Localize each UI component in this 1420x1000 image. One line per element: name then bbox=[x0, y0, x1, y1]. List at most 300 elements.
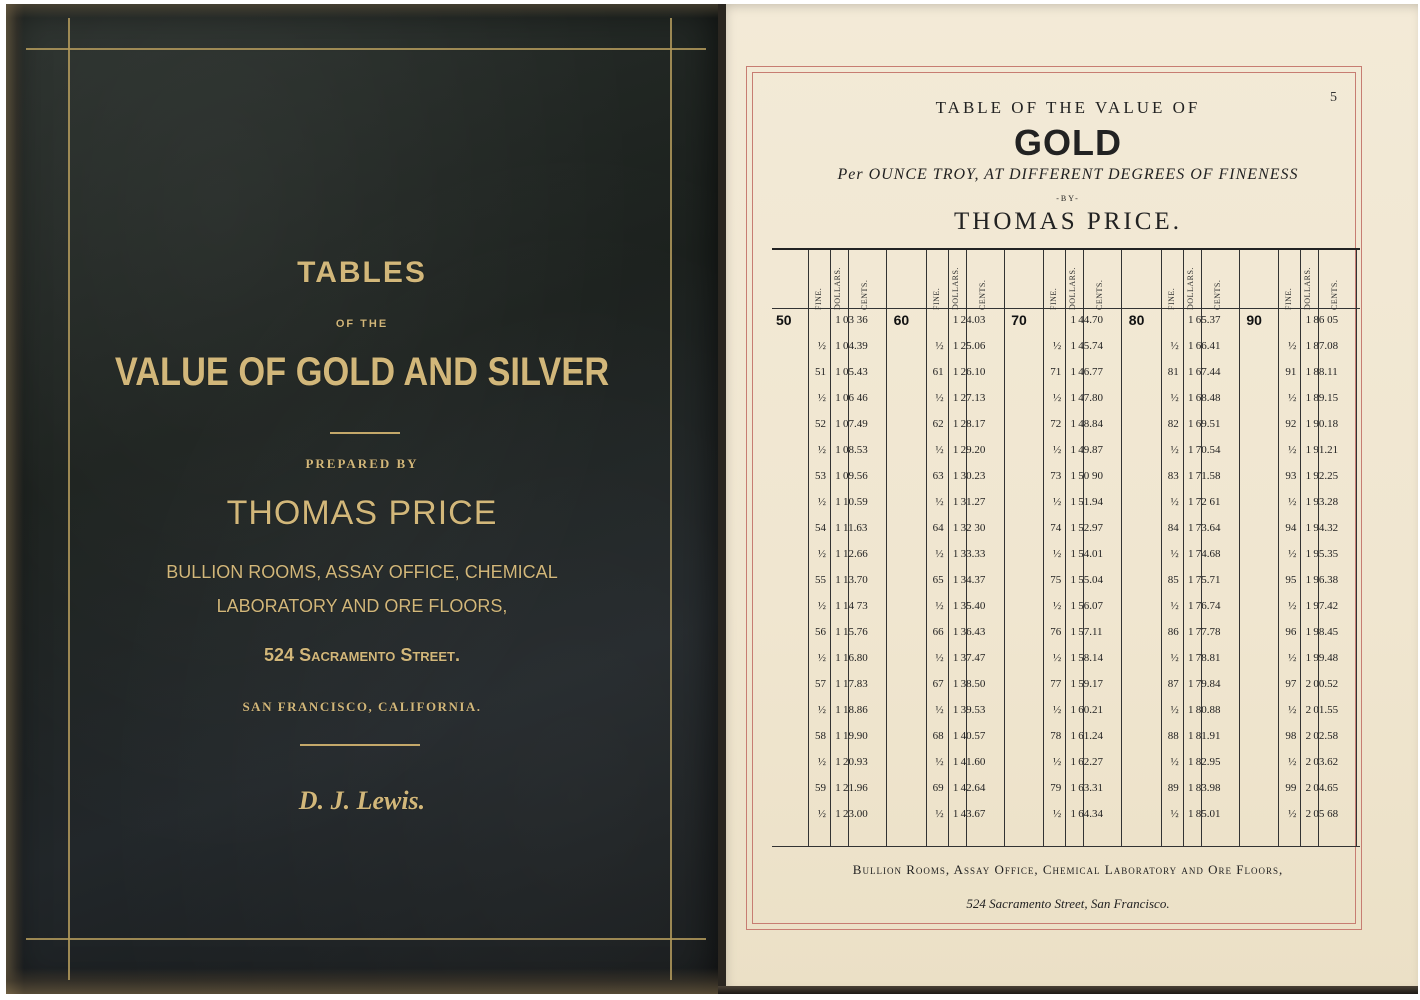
cents-cell: 07.49 bbox=[843, 418, 868, 430]
cents-cell: 74.68 bbox=[1195, 548, 1221, 560]
cents-cell: 68.48 bbox=[1195, 392, 1221, 404]
cents-cell: 45.74 bbox=[1078, 340, 1103, 352]
cents-cell: 80.88 bbox=[1195, 704, 1221, 716]
fineness-cell: ½ bbox=[1052, 652, 1062, 664]
cents-cell: 87.08 bbox=[1313, 340, 1339, 352]
cents-cell: 97.42 bbox=[1313, 600, 1339, 612]
fineness-cell: ½ bbox=[935, 808, 944, 820]
column-header-fine: FINE. bbox=[1049, 287, 1059, 310]
cents-cell: 55.04 bbox=[1078, 574, 1103, 586]
fineness-cell: 71 bbox=[1050, 366, 1062, 378]
cents-cell: 73.64 bbox=[1195, 522, 1221, 534]
tenth-label: 70 bbox=[1011, 312, 1027, 328]
dollars-cell: 1 bbox=[1188, 444, 1194, 456]
fineness-cell: ½ bbox=[935, 340, 944, 352]
fineness-cell: ½ bbox=[935, 652, 944, 664]
cents-cell: 82.95 bbox=[1195, 756, 1221, 768]
dollars-cell: 1 bbox=[1188, 574, 1194, 586]
cents-cell: 36.43 bbox=[960, 626, 986, 638]
cents-cell: 47.80 bbox=[1078, 392, 1103, 404]
fineness-cell: 74 bbox=[1050, 522, 1062, 534]
cents-cell: 75.71 bbox=[1195, 574, 1221, 586]
cents-cell: 67.44 bbox=[1195, 366, 1221, 378]
cents-cell: 91.21 bbox=[1313, 444, 1339, 456]
dollars-cell: 1 bbox=[835, 366, 841, 378]
dollars-cell: 1 bbox=[1070, 314, 1076, 326]
dollars-cell: 2 bbox=[1305, 678, 1312, 690]
dollars-cell: 1 bbox=[1188, 600, 1194, 612]
column-header-dollars: DOLLARS. bbox=[833, 267, 842, 310]
cents-cell: 33.33 bbox=[960, 548, 986, 560]
cents-cell: 05 68 bbox=[1313, 808, 1339, 820]
fineness-cell: 77 bbox=[1050, 678, 1062, 690]
tenth-label: 80 bbox=[1128, 312, 1145, 328]
column-header-dollars: DOLLARS. bbox=[1303, 267, 1313, 310]
cents-cell: 30.23 bbox=[960, 470, 986, 482]
cents-cell: 99.48 bbox=[1313, 652, 1339, 664]
dollars-cell: 1 bbox=[835, 496, 841, 508]
dollars-cell: 1 bbox=[1070, 652, 1076, 664]
dollars-cell: 1 bbox=[1070, 548, 1076, 560]
cents-cell: 29.20 bbox=[960, 444, 986, 456]
column-header-cents: CENTS. bbox=[860, 279, 869, 310]
dollars-cell: 1 bbox=[952, 574, 959, 586]
column-header-cents: CENTS. bbox=[1095, 279, 1105, 310]
fineness-cell: ½ bbox=[935, 548, 944, 560]
dollars-cell: 1 bbox=[952, 756, 959, 768]
dollars-cell: 1 bbox=[835, 548, 841, 560]
fineness-cell: 83 bbox=[1167, 470, 1179, 482]
cents-cell: 46.77 bbox=[1078, 366, 1103, 378]
cents-cell: 57.11 bbox=[1078, 626, 1103, 638]
fineness-cell: ½ bbox=[1052, 392, 1062, 404]
table-bottom-rule bbox=[772, 846, 1360, 847]
cover-owner-name: D. J. Lewis. bbox=[298, 786, 426, 815]
tenth-label: 60 bbox=[893, 312, 910, 328]
cents-cell: 35.40 bbox=[960, 600, 986, 612]
cents-cell: 04.65 bbox=[1313, 782, 1339, 794]
cents-cell: 63.31 bbox=[1078, 782, 1103, 794]
fineness-cell: 66 bbox=[932, 626, 944, 638]
cents-cell: 79.84 bbox=[1195, 678, 1221, 690]
dollars-cell: 1 bbox=[1305, 366, 1312, 378]
dollars-cell: 1 bbox=[1188, 626, 1194, 638]
cents-cell: 92.25 bbox=[1313, 470, 1339, 482]
cents-cell: 06 46 bbox=[843, 392, 868, 404]
book-page bbox=[718, 4, 1418, 994]
dollars-cell: 1 bbox=[1188, 756, 1194, 768]
dollars-cell: 1 bbox=[952, 522, 959, 534]
cents-cell: 14 73 bbox=[843, 600, 868, 612]
fineness-cell: 56 bbox=[815, 626, 826, 638]
dollars-cell: 1 bbox=[952, 366, 959, 378]
fineness-cell: ½ bbox=[1288, 392, 1297, 404]
page-bottom-edge bbox=[718, 986, 1418, 994]
fineness-cell: ½ bbox=[1288, 652, 1297, 664]
cents-cell: 44.70 bbox=[1078, 314, 1103, 326]
dollars-cell: 1 bbox=[952, 444, 959, 456]
dollars-cell: 1 bbox=[1188, 548, 1194, 560]
dollars-cell: 1 bbox=[1305, 652, 1312, 664]
dollars-cell: 2 bbox=[1305, 782, 1312, 794]
dollars-cell: 1 bbox=[835, 652, 841, 664]
tenth-label: 90 bbox=[1246, 312, 1262, 328]
dollars-cell: 1 bbox=[1070, 444, 1076, 456]
fineness-cell: 99 bbox=[1285, 782, 1297, 794]
dollars-cell: 1 bbox=[835, 808, 841, 820]
dollars-cell: 1 bbox=[835, 730, 841, 742]
table-column-rule bbox=[886, 250, 887, 846]
table-column-rule bbox=[1300, 250, 1301, 846]
fineness-cell: 69 bbox=[932, 782, 944, 794]
cents-cell: 81.91 bbox=[1195, 730, 1221, 742]
cents-cell: 69.51 bbox=[1195, 418, 1221, 430]
cents-cell: 01.55 bbox=[1313, 704, 1339, 716]
fineness-cell: 93 bbox=[1285, 470, 1297, 482]
fineness-cell: ½ bbox=[1052, 548, 1062, 560]
dollars-cell: 1 bbox=[1188, 340, 1194, 352]
cents-cell: 54.01 bbox=[1078, 548, 1103, 560]
fineness-cell: 72 bbox=[1050, 418, 1062, 430]
fineness-cell: ½ bbox=[935, 392, 944, 404]
dollars-cell: 1 bbox=[952, 782, 959, 794]
cents-cell: 02.58 bbox=[1313, 730, 1339, 742]
dollars-cell: 1 bbox=[835, 340, 841, 352]
fineness-cell: ½ bbox=[1170, 340, 1179, 352]
cents-cell: 21.96 bbox=[843, 782, 868, 794]
column-header-cents: CENTS. bbox=[977, 279, 987, 310]
dollars-cell: 1 bbox=[835, 704, 841, 716]
dollars-cell: 2 bbox=[1305, 808, 1312, 820]
dollars-cell: 1 bbox=[1305, 340, 1312, 352]
column-header-dollars: DOLLARS. bbox=[950, 267, 960, 310]
fineness-cell: 98 bbox=[1285, 730, 1297, 742]
dollars-cell: 1 bbox=[1188, 366, 1194, 378]
page-by: -BY- bbox=[1056, 194, 1080, 203]
fineness-cell: 54 bbox=[815, 522, 826, 534]
fineness-cell: ½ bbox=[935, 704, 944, 716]
dollars-cell: 2 bbox=[1305, 756, 1312, 768]
fineness-cell: ½ bbox=[1170, 600, 1179, 612]
cents-cell: 90.18 bbox=[1313, 418, 1339, 430]
cents-cell: 16.80 bbox=[843, 652, 868, 664]
fineness-cell: ½ bbox=[1288, 808, 1297, 820]
table-column-rule bbox=[1121, 250, 1122, 846]
fineness-cell: 81 bbox=[1167, 366, 1179, 378]
table-column-rule bbox=[1183, 250, 1184, 846]
page-author: THOMAS PRICE. bbox=[954, 208, 1182, 235]
fineness-cell: 96 bbox=[1285, 626, 1297, 638]
dollars-cell: 1 bbox=[1070, 782, 1076, 794]
fineness-cell: ½ bbox=[1170, 756, 1179, 768]
fineness-cell: ½ bbox=[1052, 444, 1062, 456]
fineness-cell: ½ bbox=[1170, 444, 1179, 456]
cents-cell: 28.17 bbox=[960, 418, 986, 430]
dollars-cell: 1 bbox=[835, 574, 841, 586]
dollars-cell: 1 bbox=[952, 652, 959, 664]
cents-cell: 42.64 bbox=[960, 782, 986, 794]
cover-title-of-the: OF THE bbox=[335, 318, 389, 330]
column-header-fine: FINE. bbox=[814, 287, 823, 310]
fineness-cell: ½ bbox=[1052, 340, 1062, 352]
cents-cell: 00.52 bbox=[1313, 678, 1339, 690]
fineness-cell: ½ bbox=[817, 392, 826, 404]
fineness-cell: ½ bbox=[935, 496, 944, 508]
fineness-cell: 58 bbox=[815, 730, 826, 742]
cover-worn-edge-bottom bbox=[6, 968, 718, 994]
dollars-cell: 1 bbox=[1070, 418, 1076, 430]
fineness-cell: ½ bbox=[817, 652, 826, 664]
table-column-rule bbox=[1356, 250, 1357, 846]
fineness-cell: ½ bbox=[817, 704, 826, 716]
fineness-cell: ½ bbox=[1052, 808, 1062, 820]
table-column-rule bbox=[1004, 250, 1005, 846]
fineness-cell: 86 bbox=[1167, 626, 1179, 638]
fineness-cell: 64 bbox=[932, 522, 944, 534]
cover-city: SAN FRANCISCO, CALIFORNIA. bbox=[242, 699, 482, 714]
dollars-cell: 1 bbox=[952, 340, 959, 352]
fineness-cell: ½ bbox=[1170, 496, 1179, 508]
cents-cell: 85.01 bbox=[1195, 808, 1221, 820]
cents-cell: 15.76 bbox=[843, 626, 868, 638]
dollars-cell: 1 bbox=[1188, 470, 1194, 482]
cents-cell: 86 05 bbox=[1313, 314, 1339, 326]
cover-address-line-1: BULLION ROOMS, ASSAY OFFICE, CHEMICAL bbox=[166, 562, 558, 582]
cents-cell: 03 36 bbox=[843, 314, 868, 326]
dollars-cell: 1 bbox=[1188, 730, 1194, 742]
dollars-cell: 1 bbox=[1305, 444, 1312, 456]
cents-cell: 26.10 bbox=[960, 366, 986, 378]
cents-cell: 04.39 bbox=[843, 340, 868, 352]
dollars-cell: 1 bbox=[835, 444, 841, 456]
cover-address-line-2: LABORATORY AND ORE FLOORS, bbox=[216, 596, 508, 616]
fineness-cell: ½ bbox=[1170, 704, 1179, 716]
fineness-cell: ½ bbox=[1052, 704, 1062, 716]
dollars-cell: 1 bbox=[835, 756, 841, 768]
dollars-cell: 1 bbox=[835, 392, 841, 404]
dollars-cell: 1 bbox=[835, 782, 841, 794]
dollars-cell: 1 bbox=[1305, 600, 1312, 612]
dollars-cell: 1 bbox=[1188, 496, 1194, 508]
table-column-rule bbox=[830, 250, 831, 846]
dollars-cell: 1 bbox=[952, 314, 959, 326]
cents-cell: 49.87 bbox=[1078, 444, 1103, 456]
fineness-cell: ½ bbox=[1288, 496, 1297, 508]
cents-cell: 72 61 bbox=[1195, 496, 1221, 508]
fineness-cell: 87 bbox=[1167, 678, 1179, 690]
fineness-cell: ½ bbox=[817, 756, 826, 768]
cents-cell: 19.90 bbox=[843, 730, 868, 742]
dollars-cell: 1 bbox=[1188, 392, 1194, 404]
dollars-cell: 1 bbox=[1188, 418, 1194, 430]
cents-cell: 65.37 bbox=[1195, 314, 1221, 326]
page-title-gold: GOLD bbox=[1014, 122, 1122, 163]
dollars-cell: 1 bbox=[1305, 470, 1312, 482]
column-header-dollars: DOLLARS. bbox=[1185, 267, 1195, 310]
cents-cell: 43.67 bbox=[960, 808, 986, 820]
cents-cell: 05.43 bbox=[843, 366, 868, 378]
cents-cell: 66.41 bbox=[1195, 340, 1221, 352]
dollars-cell: 1 bbox=[1188, 704, 1194, 716]
fineness-cell: ½ bbox=[935, 600, 944, 612]
cover-prepared-by: PREPARED BY bbox=[305, 456, 419, 471]
cents-cell: 56.07 bbox=[1078, 600, 1103, 612]
fineness-cell: 52 bbox=[815, 418, 826, 430]
cents-cell: 31.27 bbox=[960, 496, 986, 508]
cover-author: THOMAS PRICE bbox=[226, 494, 498, 532]
cents-cell: 20.93 bbox=[843, 756, 868, 768]
dollars-cell: 1 bbox=[1188, 652, 1194, 664]
dollars-cell: 1 bbox=[1188, 808, 1194, 820]
cover-title-main: VALUE OF GOLD AND SILVER bbox=[114, 350, 610, 394]
dollars-cell: 1 bbox=[952, 496, 959, 508]
dollars-cell: 1 bbox=[1305, 496, 1312, 508]
dollars-cell: 1 bbox=[952, 600, 959, 612]
dollars-cell: 1 bbox=[1070, 704, 1076, 716]
fineness-cell: ½ bbox=[1052, 496, 1062, 508]
table-column-rule bbox=[1065, 250, 1066, 846]
cents-cell: 58.14 bbox=[1078, 652, 1103, 664]
fineness-cell: 85 bbox=[1167, 574, 1179, 586]
fineness-cell: 91 bbox=[1285, 366, 1297, 378]
fineness-cell: ½ bbox=[817, 600, 826, 612]
dollars-cell: 1 bbox=[1305, 314, 1312, 326]
dollars-cell: 1 bbox=[1188, 522, 1194, 534]
cover-ornament-rule bbox=[330, 432, 400, 434]
fineness-cell: 95 bbox=[1285, 574, 1297, 586]
fineness-cell: ½ bbox=[817, 548, 826, 560]
cents-cell: 71.58 bbox=[1195, 470, 1221, 482]
cents-cell: 70.54 bbox=[1195, 444, 1221, 456]
cents-cell: 62.27 bbox=[1078, 756, 1103, 768]
fineness-cell: ½ bbox=[817, 444, 826, 456]
fineness-cell: ½ bbox=[1170, 652, 1179, 664]
cover-worn-edge-top bbox=[6, 4, 718, 18]
fineness-cell: 76 bbox=[1050, 626, 1062, 638]
cents-cell: 78.81 bbox=[1195, 652, 1221, 664]
cents-cell: 96.38 bbox=[1313, 574, 1339, 586]
fineness-cell: ½ bbox=[1170, 548, 1179, 560]
cents-cell: 41.60 bbox=[960, 756, 986, 768]
fineness-cell: ½ bbox=[1288, 340, 1297, 352]
fineness-cell: 94 bbox=[1285, 522, 1297, 534]
cents-cell: 24.03 bbox=[960, 314, 986, 326]
fineness-cell: 51 bbox=[815, 366, 826, 378]
dollars-cell: 2 bbox=[1305, 704, 1312, 716]
fineness-cell: ½ bbox=[935, 756, 944, 768]
column-header-fine: FINE. bbox=[1284, 287, 1294, 310]
dollars-cell: 1 bbox=[835, 600, 841, 612]
dollars-cell: 1 bbox=[1070, 678, 1076, 690]
dollars-cell: 1 bbox=[1305, 548, 1312, 560]
fineness-cell: ½ bbox=[1170, 392, 1179, 404]
cents-cell: 10.59 bbox=[843, 496, 868, 508]
column-header-cents: CENTS. bbox=[1212, 279, 1222, 310]
fineness-cell: 65 bbox=[932, 574, 944, 586]
fineness-cell: ½ bbox=[1288, 548, 1297, 560]
fineness-cell: ½ bbox=[1170, 808, 1179, 820]
fineness-cell: ½ bbox=[935, 444, 944, 456]
dollars-cell: 1 bbox=[835, 418, 841, 430]
cents-cell: 64.34 bbox=[1078, 808, 1103, 820]
fineness-cell: 63 bbox=[932, 470, 944, 482]
cover-street: 524 Sacramento Street. bbox=[264, 645, 460, 665]
table-column-rule bbox=[1239, 250, 1240, 846]
cents-cell: 18.86 bbox=[843, 704, 868, 716]
cents-cell: 13.70 bbox=[843, 574, 868, 586]
fineness-cell: 59 bbox=[815, 782, 826, 794]
fineness-cell: 57 bbox=[815, 678, 826, 690]
fineness-cell: ½ bbox=[1288, 444, 1297, 456]
fineness-cell: ½ bbox=[1288, 600, 1297, 612]
fineness-cell: 61 bbox=[932, 366, 944, 378]
dollars-cell: 1 bbox=[1070, 522, 1076, 534]
gilt-border-top bbox=[26, 48, 706, 50]
dollars-cell: 1 bbox=[1070, 392, 1076, 404]
cents-cell: 08.53 bbox=[843, 444, 868, 456]
fineness-cell: 97 bbox=[1285, 678, 1297, 690]
dollars-cell: 2 bbox=[1305, 730, 1312, 742]
cents-cell: 77.78 bbox=[1195, 626, 1221, 638]
cents-cell: 34.37 bbox=[960, 574, 986, 586]
dollars-cell: 1 bbox=[1070, 366, 1076, 378]
cents-cell: 03.62 bbox=[1313, 756, 1339, 768]
dollars-cell: 1 bbox=[1305, 626, 1312, 638]
dollars-cell: 1 bbox=[952, 392, 959, 404]
cents-cell: 27.13 bbox=[960, 392, 986, 404]
fineness-cell: ½ bbox=[1288, 704, 1297, 716]
column-header-dollars: DOLLARS. bbox=[1068, 267, 1078, 310]
cover-title-tables: TABLES bbox=[297, 256, 427, 289]
cents-cell: 32 30 bbox=[960, 522, 986, 534]
dollars-cell: 1 bbox=[1070, 626, 1076, 638]
fineness-cell: 78 bbox=[1050, 730, 1062, 742]
fineness-cell: 88 bbox=[1167, 730, 1179, 742]
fineness-cell: 89 bbox=[1167, 782, 1179, 794]
fineness-cell: 55 bbox=[815, 574, 826, 586]
dollars-cell: 1 bbox=[1305, 392, 1312, 404]
dollars-cell: 1 bbox=[952, 626, 959, 638]
cover-divider-rule bbox=[300, 744, 420, 746]
fineness-cell: 92 bbox=[1285, 418, 1297, 430]
fineness-cell: 84 bbox=[1167, 522, 1179, 534]
cents-cell: 88.11 bbox=[1313, 366, 1338, 378]
dollars-cell: 1 bbox=[1070, 808, 1076, 820]
cents-cell: 76.74 bbox=[1195, 600, 1221, 612]
dollars-cell: 1 bbox=[835, 678, 841, 690]
book-cover bbox=[6, 4, 718, 994]
dollars-cell: 1 bbox=[1188, 782, 1194, 794]
cents-cell: 95.35 bbox=[1313, 548, 1339, 560]
table-column-rule bbox=[948, 250, 949, 846]
cents-cell: 40.57 bbox=[960, 730, 986, 742]
fineness-cell: 68 bbox=[932, 730, 944, 742]
cents-cell: 59.17 bbox=[1078, 678, 1103, 690]
cents-cell: 11.63 bbox=[843, 522, 868, 534]
dollars-cell: 1 bbox=[1070, 756, 1076, 768]
dollars-cell: 1 bbox=[1305, 522, 1312, 534]
cents-cell: 94.32 bbox=[1313, 522, 1339, 534]
cents-cell: 38.50 bbox=[960, 678, 986, 690]
cents-cell: 89.15 bbox=[1313, 392, 1339, 404]
dollars-cell: 1 bbox=[1188, 314, 1194, 326]
cents-cell: 25.06 bbox=[960, 340, 986, 352]
cents-cell: 09.56 bbox=[843, 470, 868, 482]
fineness-cell: 62 bbox=[932, 418, 944, 430]
fineness-cell: 79 bbox=[1050, 782, 1062, 794]
dollars-cell: 1 bbox=[1070, 600, 1076, 612]
cents-cell: 23.00 bbox=[843, 808, 868, 820]
